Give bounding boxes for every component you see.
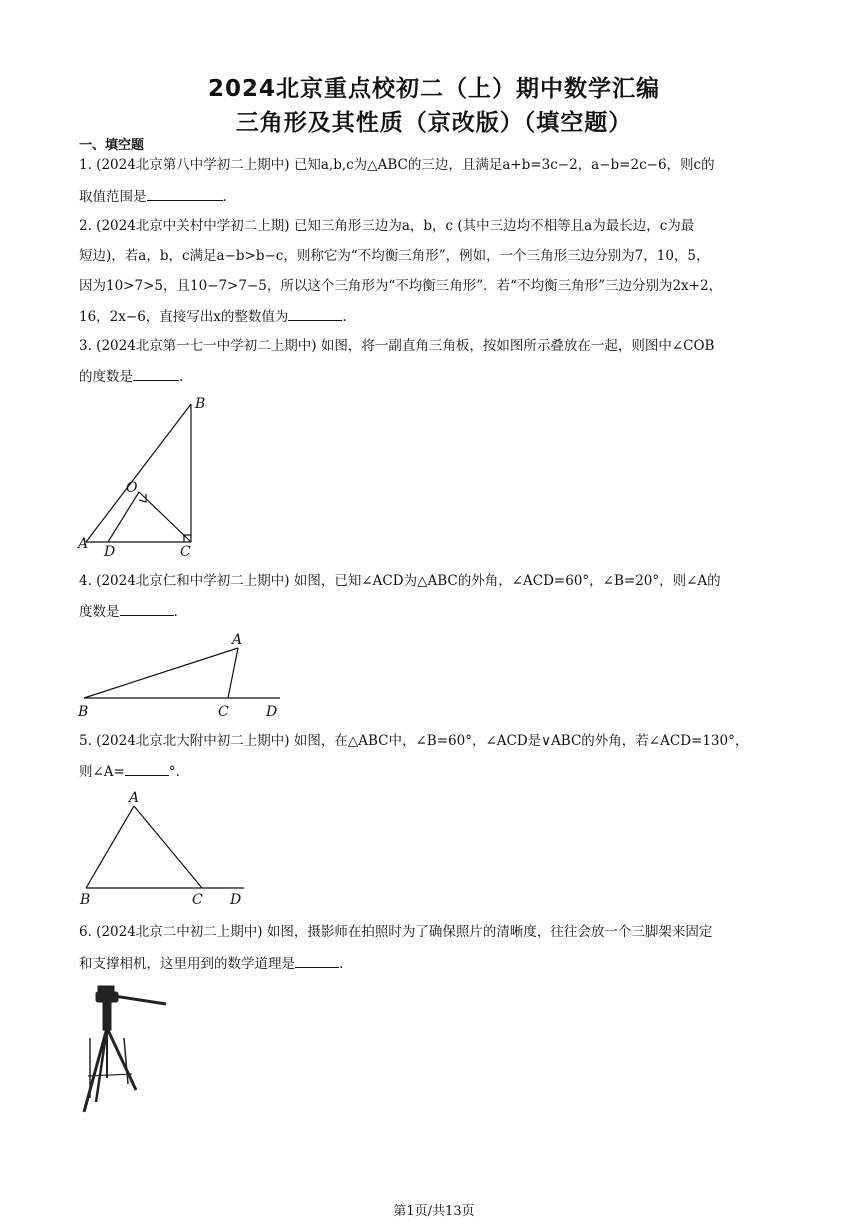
q5-label-a: A (129, 790, 140, 806)
q3-label-b: B (195, 396, 206, 412)
tripod-image (74, 978, 174, 1118)
q3-label-o: O (126, 480, 138, 496)
q5-line1: 5. (2024北京北大附中初二上期中) 如图，在△ABC中，∠B=60°，∠ACD是∨ABC的外角，若∠ACD=130°， (79, 733, 749, 749)
q5-line2: 则∠A= °. (79, 761, 793, 782)
q2-line2: 短边)，若a，b，c满足a−b>b−c，则称它为“不均衡三角形”，例如，一个三角形三边分别为7，10，5， (79, 248, 710, 264)
q3-label-d: D (104, 544, 116, 560)
q1-line2: 取值范围是 . (79, 186, 793, 207)
q1-answer-blank[interactable] (147, 186, 223, 201)
q3-line2: 的度数是 . (79, 366, 793, 387)
q2-line4: 16，2x−6，直接写出x的整数值为 . (79, 306, 793, 327)
q4-label-b: B (78, 704, 89, 720)
q4-label-c: C (218, 704, 229, 720)
q5-label-d: D (230, 892, 242, 908)
q2-answer-blank[interactable] (288, 306, 342, 321)
q5-triangle-figure (74, 788, 254, 910)
q5-label-b: B (80, 892, 91, 908)
q4-answer-blank[interactable] (120, 601, 174, 616)
q4-label-d: D (266, 704, 278, 720)
camera-head-icon (98, 986, 114, 992)
q5-label-c: C (192, 892, 203, 908)
q2-line1: 2. (2024北京中关村中学初二上期) 已知三角形三边为a，b，c (其中三边均不相等且a为最长边，c为最 (79, 218, 695, 234)
document-title-line2: 三角形及其性质（京改版）（填空题） (235, 110, 633, 136)
page-footer: 第1页/共13页 (393, 1204, 475, 1219)
document-title-line1: 2024北京重点校初二（上）期中数学汇编 (207, 76, 660, 102)
q4-line2: 度数是 . (79, 601, 793, 622)
q3-line1: 3. (2024北京第一七一中学初二上期中) 如图，将一副直角三角板，按如图所示叠放在一起，则图中∠COB (79, 338, 715, 354)
q4-line1: 4. (2024北京仁和中学初二上期中) 如图，已知∠ACD为△ABC的外角，∠ACD=60°，∠B=20°，则∠A的 (79, 573, 721, 589)
q3-label-a: A (78, 536, 89, 552)
q3-answer-blank[interactable] (133, 366, 179, 381)
q6-line2: 和支撑相机，这里用到的数学道理是 . (79, 953, 793, 974)
q6-line1: 6. (2024北京二中初二上期中) 如图，摄影师在拍照时为了确保照片的清晰度，往往会放一个三脚架来固定 (79, 924, 713, 940)
section-heading: 一、填空题 (79, 138, 145, 153)
q3-label-c: C (180, 544, 191, 560)
q1-line1: 1. (2024北京第八中学初二上期中) 已知a,b,c为△ABC的三边，且满足a+b=3c−2，a−b=2c−6，则c的 (79, 157, 715, 173)
q3-triangle-figure (74, 392, 224, 562)
q4-triangle-figure (74, 628, 294, 720)
q6-answer-blank[interactable] (295, 953, 339, 968)
q2-line3: 因为10>7>5，且10−7>7−5，所以这个三角形为“不均衡三角形”．若“不均衡三角形”三边分别为2x+2， (79, 278, 723, 294)
q4-label-a: A (232, 632, 243, 648)
q5-answer-blank[interactable] (125, 761, 169, 776)
